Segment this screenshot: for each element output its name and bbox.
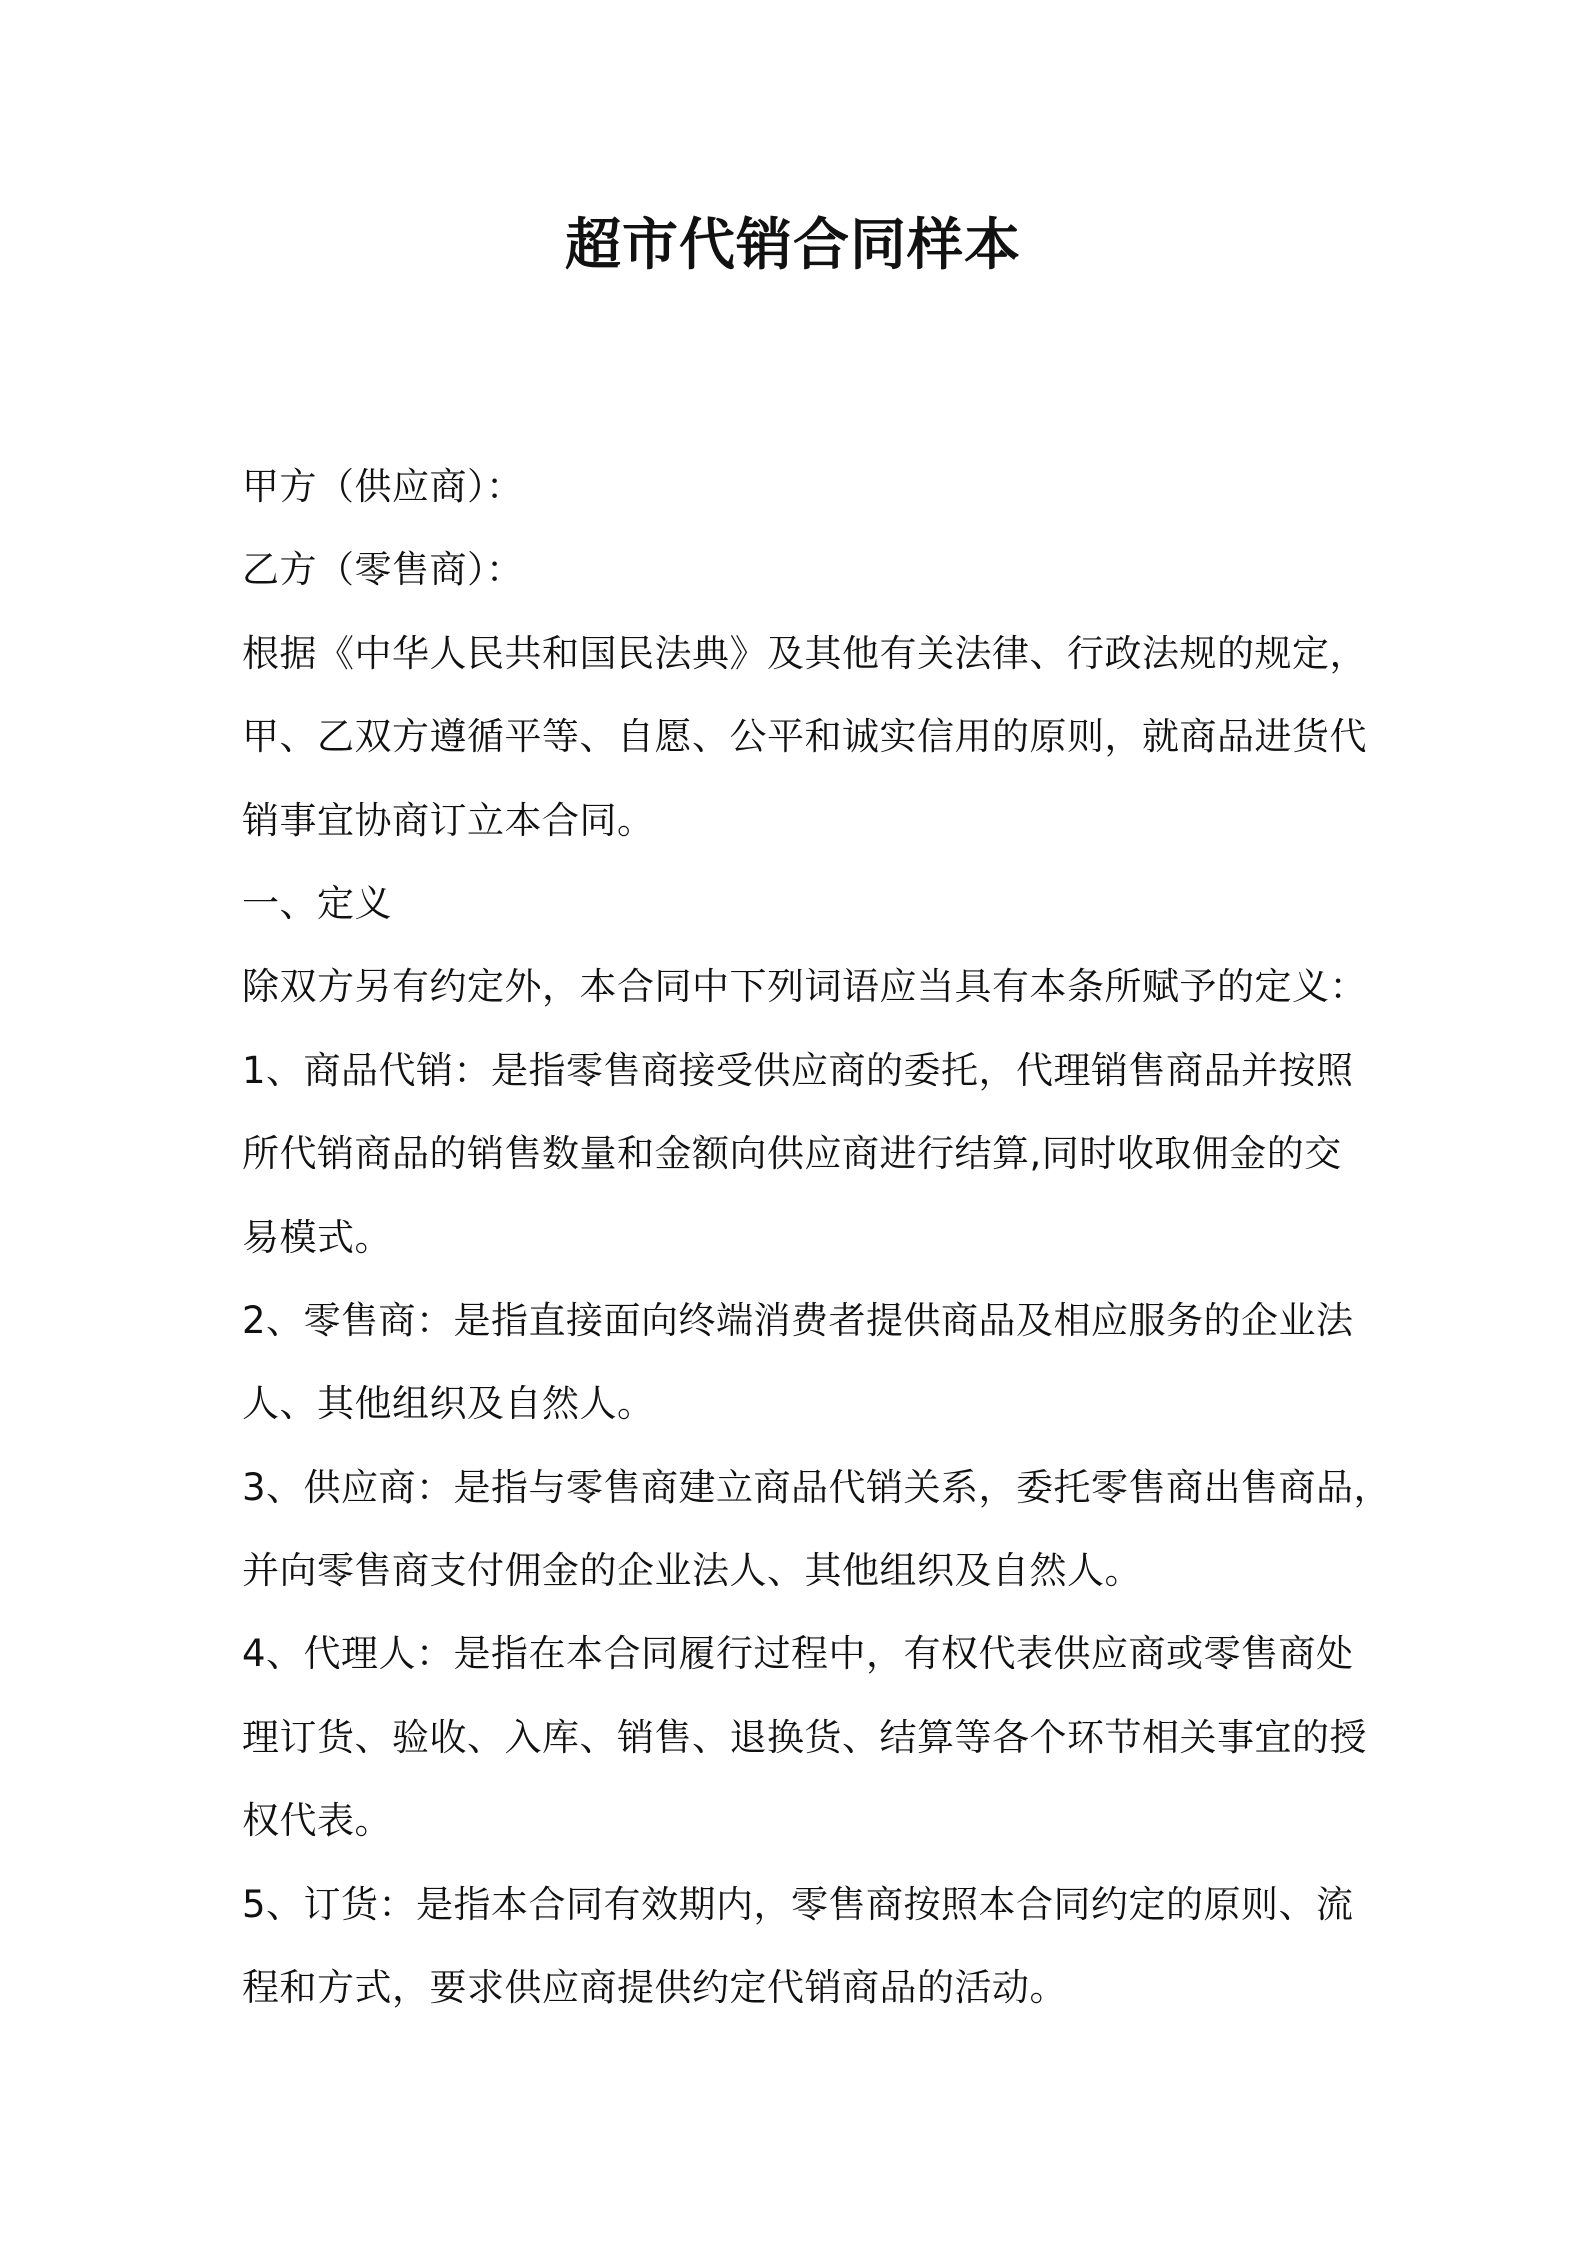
definition-line: 程和方式，要求供应商提供约定代销商品的活动。 xyxy=(242,1966,1067,2010)
definition-line: 权代表。 xyxy=(242,1799,392,1843)
definition-line: 2、零售商：是指直接面向终端消费者提供商品及相应服务的企业法 xyxy=(242,1298,1354,1342)
definition-line: 所代销商品的销售数量和金额向供应商进行结算,同时收取佣金的交 xyxy=(242,1132,1342,1176)
party-a-line: 甲方（供应商）： xyxy=(242,465,524,508)
definitions-intro-line: 除双方另有约定外，本合同中下列词语应当具有本条所赋予的定义： xyxy=(242,965,1367,1009)
definition-line: 5、订货：是指本合同有效期内，零售商按照本合同约定的原则、流 xyxy=(242,1882,1354,1926)
document-body xyxy=(242,445,1392,2029)
preamble-line: 甲、乙双方遵循平等、自愿、公平和诚实信用的原则，就商品进货代 xyxy=(242,715,1367,759)
definition-line: 1、商品代销：是指零售商接受供应商的委托，代理销售商品并按照 xyxy=(242,1048,1354,1092)
preamble-line: 销事宜协商订立本合同。 xyxy=(242,798,655,842)
definition-line: 4、代理人：是指在本合同履行过程中，有权代表供应商或零售商处 xyxy=(242,1632,1354,1676)
document-title: 超市代销合同样本 xyxy=(565,213,1021,278)
preamble-line: 根据《中华人民共和国民法典》及其他有关法律、行政法规的规定， xyxy=(242,631,1367,675)
section-heading-definitions: 一、定义 xyxy=(242,881,392,925)
definition-line: 3、供应商：是指与零售商建立商品代销关系，委托零售商出售商品， xyxy=(242,1465,1392,1509)
party-b-line: 乙方（零售商）： xyxy=(242,548,524,592)
definition-line: 并向零售商支付佣金的企业法人、其他组织及自然人。 xyxy=(242,1549,1142,1593)
definition-line: 人、其他组织及自然人。 xyxy=(242,1382,655,1426)
definition-line: 理订货、验收、入库、销售、退换货、结算等各个环节相关事宜的授 xyxy=(242,1715,1367,1759)
definition-line: 易模式。 xyxy=(242,1215,392,1259)
